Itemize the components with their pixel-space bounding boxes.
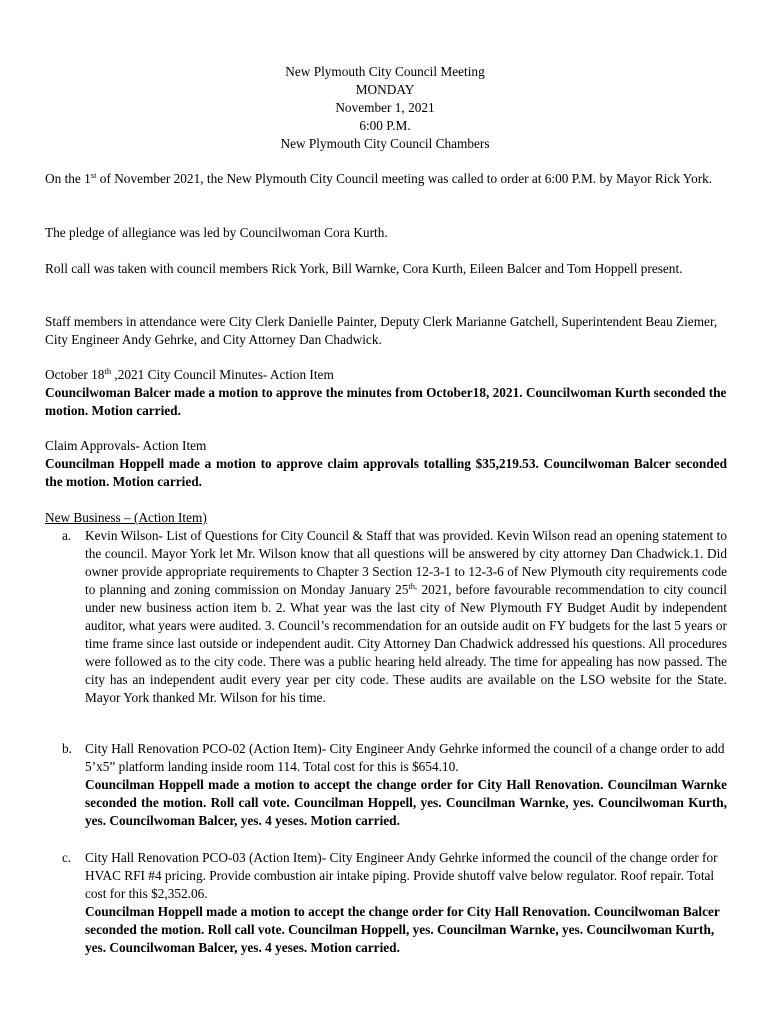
item-b-text: City Hall Renovation PCO-02 (Action Item)- City Engineer Andy Gehrke informed the council of a change order to add 5’x5” platform landing inside room 114. Total cost for this is $654.10.	[85, 741, 725, 774]
minutes-title	[45, 366, 727, 384]
meeting-header	[0, 63, 770, 153]
list-item	[62, 527, 727, 707]
claims-motion: Councilman Hoppell made a motion to approve claim approvals totalling $35,219.53. Councilwoman Balcer seconded the motion. Motion carried.	[45, 456, 727, 489]
roll-call-paragraph: Roll call was taken with council members Rick York, Bill Warnke, Cora Kurth, Eileen Balcer and Tom Hoppell present.	[45, 261, 683, 276]
new-business-heading: New Business – (Action Item)	[45, 510, 207, 525]
call-to-order-text-rest: of November 2021, the New Plymouth City Council meeting was called to order at 6:00 P.M. by Mayor Rick York.	[96, 171, 713, 186]
staff-paragraph: Staff members in attendance were City Clerk Danielle Painter, Deputy Clerk Marianne Gatchell, Superintendent Beau Ziemer, City Engineer Andy Gehrke, and City Attorney Dan Chadwick.	[45, 314, 718, 347]
list-marker: c.	[62, 850, 72, 865]
list-item	[62, 849, 727, 957]
minutes-title-rest: ,2021 City Council Minutes- Action Item	[111, 367, 334, 382]
item-c-text: City Hall Renovation PCO-03 (Action Item)- City Engineer Andy Gehrke informed the council of the change order for HVAC RFI #4 pricing. Provide combustion air intake piping. Provide shutoff valve below regulator. Roof repair. Total cost for this $2,352.06.	[85, 850, 718, 901]
meeting-title: New Plymouth City Council Meeting	[285, 64, 485, 79]
item-a-text-rest: 2021, before favourable recommendation to city council under new business action item b. 2. What year was the last city of New Plymouth FY Budget Audit by independent auditor, what years were audited. 3. Council’s recommendation for an outside audit on FY budgets for the last 5 years or time frame since last outside or independent audit. City Attorney Dan Chadwick addressed his questions. All procedures were followed as to the city code. There was a public hearing held already. The time for appealing has now passed. The city has an independent audit every year per city code. These audits are available on the LSO website for the State. Mayor York thanked Mr. Wilson for his time.	[85, 582, 727, 705]
meeting-day: MONDAY	[355, 82, 415, 97]
meeting-location: New Plymouth City Council Chambers	[280, 136, 490, 151]
item-b-motion: Councilman Hoppell made a motion to accept the change order for City Hall Renovation. Councilman Warnke seconded the motion. Roll call vote. Councilman Hoppell, yes. Councilman Warnke, yes. Councilwoman Kurth, yes. Councilwoman Balcer, yes. 4 yeses. Motion carried.	[85, 777, 727, 828]
item-c-motion: Councilman Hoppell made a motion to accept the change order for City Hall Renovation. Councilwoman Balcer seconded the motion. Roll call vote. Councilman Hoppell, yes. Councilman Warnke, yes. Councilwoman Kurth, yes. Councilwoman Balcer, yes. 4 yeses. Motion carried.	[85, 904, 720, 955]
ordinal-suffix: st	[90, 170, 97, 180]
list-marker: b.	[62, 741, 72, 756]
minutes-motion: Councilwoman Balcer made a motion to approve the minutes from October18, 2021. Councilwoman Kurth seconded the motion. Motion carried.	[45, 385, 727, 418]
pledge-paragraph: The pledge of allegiance was led by Councilwoman Cora Kurth.	[45, 225, 388, 240]
call-to-order-paragraph	[45, 170, 727, 188]
ordinal-suffix: th,	[408, 581, 418, 591]
minutes-section	[45, 366, 727, 420]
meeting-date: November 1, 2021	[335, 100, 435, 115]
meeting-time: 6:00 P.M.	[359, 118, 411, 133]
minutes-title-text: October 18	[45, 367, 105, 382]
ordinal-suffix: th	[104, 366, 112, 376]
claims-section	[45, 437, 727, 491]
claims-title: Claim Approvals- Action Item	[45, 438, 207, 453]
call-to-order-text: On the 1	[45, 171, 91, 186]
list-item	[62, 740, 727, 830]
item-c-body	[85, 849, 727, 957]
item-a-text	[85, 527, 727, 707]
item-a-text-part: Kevin Wilson- List of Questions for City Council & Staff that was provided. Kevin Wilson read an opening statement to the council. Mayor York let Mr. Wilson know that all questions will be answered by city attorney Dan Chadwick.1. Did owner provide appropriate requirements to Chapter 3 Section 12-3-1 to 12-3-6 of New Plymouth city requirements code to planning and zoning commission on Monday January 25	[85, 528, 727, 597]
new-business-title	[45, 509, 727, 527]
list-marker: a.	[62, 528, 72, 543]
item-b-body	[85, 740, 727, 830]
